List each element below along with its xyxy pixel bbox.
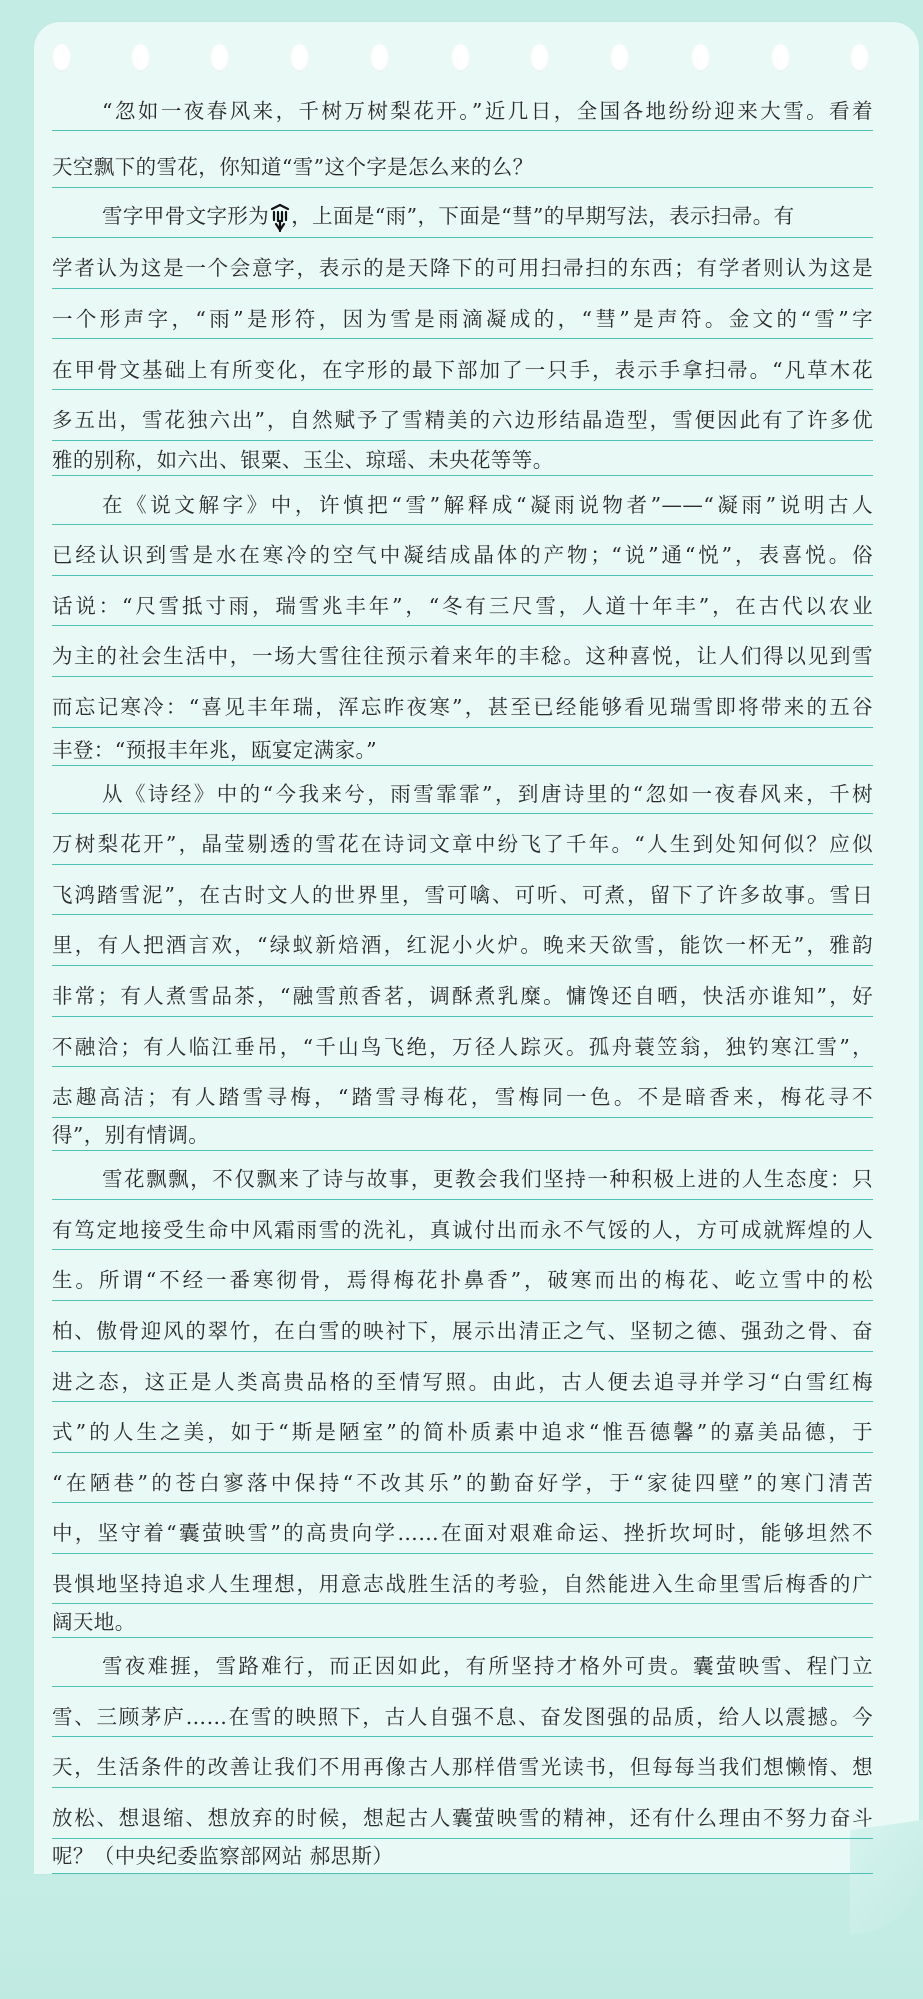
text-line: 已经认识到雪是水在寒冷的空气中凝结成晶体的产物；“说”通“悦”，表喜悦。俗 — [52, 543, 874, 567]
text-line: 里，有人把酒言欢，“绿蚁新焙酒，红泥小火炉。晚来天欲雪，能饮一杯无”，雅韵 — [52, 933, 873, 957]
ruled-line — [52, 1401, 873, 1402]
ruled-line — [52, 1452, 873, 1453]
ruled-line — [52, 1016, 873, 1017]
text-line: 在甲骨文基础上有所变化，在字形的最下部加了一只手，表示手拿扫帚。“凡草木花 — [52, 358, 873, 382]
text-line: 生。所谓“不经一番寒彻骨，焉得梅花扑鼻香”，破寒而出的梅花、屹立雪中的松 — [52, 1268, 873, 1292]
ruled-line — [52, 1603, 873, 1604]
text-line: 式”的人生之美，如于“斯是陋室”的简朴质素中追求“惟吾德馨”的嘉美品德，于 — [52, 1420, 873, 1444]
text-line: 一个形声字，“雨”是形符，因为雪是雨滴凝成的，“彗”是声符。金文的“雪”字 — [52, 307, 873, 331]
ruled-line — [52, 727, 873, 728]
ruled-line — [52, 1066, 873, 1067]
ruled-line — [52, 1249, 873, 1250]
text-line: 有笃定地接受生命中风霜雨雪的洗礼，真诚付出而永不气馁的人，方可成就辉煌的人 — [52, 1218, 873, 1242]
ruled-line — [52, 1736, 873, 1737]
ruled-line — [52, 524, 873, 525]
ruled-line — [52, 130, 873, 131]
ruled-line — [52, 1873, 873, 1874]
text-line: 雪、三顾茅庐……在雪的映照下，古人自强不息、奋发图强的品质，给人以震撼。今 — [52, 1705, 873, 1729]
text-line: 不融洽；有人临江垂吊，“千山鸟飞绝，万径人踪灭。孤舟蓑笠翁，独钓寒江雪”， — [52, 1035, 873, 1059]
text-line: 多五出，雪花独六出”，自然赋予了雪精美的六边形结晶造型，雪便因此有了许多优 — [52, 408, 873, 432]
text-line: 呢？（中央纪委监察部网站 郝思斯） — [52, 1844, 394, 1868]
oracle-bone-xue-glyph-icon — [269, 203, 291, 233]
ruled-line — [52, 1686, 873, 1687]
ruled-line — [52, 813, 873, 814]
glyph-trail-text: ，上面是“雨”，下面是“彗”的早期写法，表示扫帚。有 — [291, 204, 795, 228]
text-line: 志趣高洁；有人踏雪寻梅，“踏雪寻梅花，雪梅同一色。不是暗香来，梅花寻不 — [52, 1085, 873, 1109]
ruled-line — [52, 1553, 873, 1554]
text-line: 天，生活条件的改善让我们不用再像古人那样借雪光读书，但每每当我们想懒惰、想 — [52, 1755, 873, 1779]
ruled-line — [52, 1300, 873, 1301]
text-line: 而忘记寒冷：“喜见丰年瑞，浑忘昨夜寒”，甚至已经能够看见瑞雪即将带来的五谷 — [52, 695, 873, 719]
text-line: 阔天地。 — [52, 1610, 136, 1634]
text-line: 畏惧地坚持追求人生理想，用意志战胜生活的考验，自然能进入生命里雪后梅香的广 — [52, 1572, 873, 1596]
glyph-lead-text: 雪字甲骨文字形为 — [102, 204, 270, 228]
text-line: 柏、傲骨迎风的翠竹，在白雪的映衬下，展示出清正之气、坚韧之德、强劲之骨、奋 — [52, 1319, 873, 1343]
ruled-line — [52, 1787, 873, 1788]
ruled-line — [52, 864, 873, 865]
text-line: 飞鸿踏雪泥”，在古时文人的世界里，雪可噙、可听、可煮，留下了许多故事。雪日 — [52, 883, 873, 907]
text-line: 非常；有人煮雪品茶，“融雪煎香茗，调酥煮乳糜。慵馋还自晒，快活亦谁知”，好 — [52, 984, 873, 1008]
text-line: 放松、想退缩、想放弃的时候，想起古人囊萤映雪的精神，还有什么理由不努力奋斗 — [52, 1806, 873, 1830]
ruled-line — [52, 914, 873, 915]
text-line: 雪夜难捱，雪路难行，而正因如此，有所坚持才格外可贵。囊萤映雪、程门立 — [102, 1654, 873, 1678]
ruled-line — [52, 1637, 873, 1638]
ruled-line — [52, 965, 873, 966]
ruled-line — [52, 1150, 873, 1151]
ruled-line — [52, 440, 873, 441]
text-line: 天空飘下的雪花，你知道“雪”这个字是怎么来的么？ — [52, 155, 534, 179]
ruled-line — [52, 475, 873, 476]
ruled-line — [52, 187, 873, 188]
text-line: “忽如一夜春风来，千树万树梨花开。”近几日，全国各地纷纷迎来大雪。看着 — [102, 99, 873, 123]
text-line: 为主的社会生活中，一场大雪往往预示着来年的丰稔。这种喜悦，让人们得以见到雪 — [52, 644, 873, 668]
ruled-line — [52, 676, 873, 677]
text-line: 在《说文解字》中，许慎把“雪”解释成“凝雨说物者”——“凝雨”说明古人 — [102, 493, 873, 517]
text-line: 从《诗经》中的“今我来兮，雨雪霏霏”，到唐诗里的“忽如一夜春风来，千树 — [102, 782, 873, 806]
ruled-line — [52, 237, 873, 238]
ruled-line — [52, 288, 873, 289]
text-line: 话说：“尺雪抵寸雨，瑞雪兆丰年”，“冬有三尺雪，人道十年丰”，在古代以农业 — [52, 594, 873, 618]
text-line-with-glyph — [52, 199, 873, 233]
ruled-line — [52, 1199, 873, 1200]
text-line: 进之态，这正是人类高贵品格的至情写照。由此，古人便去追寻并学习“白雪红梅 — [52, 1370, 873, 1394]
text-line: 得”，别有情调。 — [52, 1123, 210, 1147]
text-line: 万树梨花开”，晶莹剔透的雪花在诗词文章中纷飞了千年。“人生到处知何似？应似 — [52, 832, 873, 856]
article-body — [52, 0, 873, 1999]
ruled-line — [52, 575, 873, 576]
ruled-line — [52, 389, 873, 390]
ruled-line — [52, 625, 873, 626]
ruled-line — [52, 1502, 873, 1503]
ruled-line — [52, 1351, 873, 1352]
text-line: 雅的别称，如六出、银粟、玉尘、琼瑶、未央花等等。 — [52, 448, 554, 472]
text-line: 学者认为这是一个会意字，表示的是天降下的可用扫帚扫的东西；有学者则认为这是 — [52, 256, 873, 280]
text-line: 雪花飘飘，不仅飘来了诗与故事，更教会我们坚持一种积极上进的人生态度：只 — [102, 1167, 873, 1191]
ruled-line — [52, 338, 873, 339]
text-line: 丰登：“预报丰年兆，瓯宴定满家。” — [52, 738, 378, 762]
text-line: 中，坚守着“囊萤映雪”的高贵向学……在面对艰难命运、挫折坎坷时，能够坦然不 — [52, 1521, 873, 1545]
ruled-line — [52, 765, 873, 766]
text-line: “在陋巷”的苍白寥落中保持“不改其乐”的勤奋好学，于“家徒四壁”的寒门清苦 — [52, 1471, 873, 1495]
